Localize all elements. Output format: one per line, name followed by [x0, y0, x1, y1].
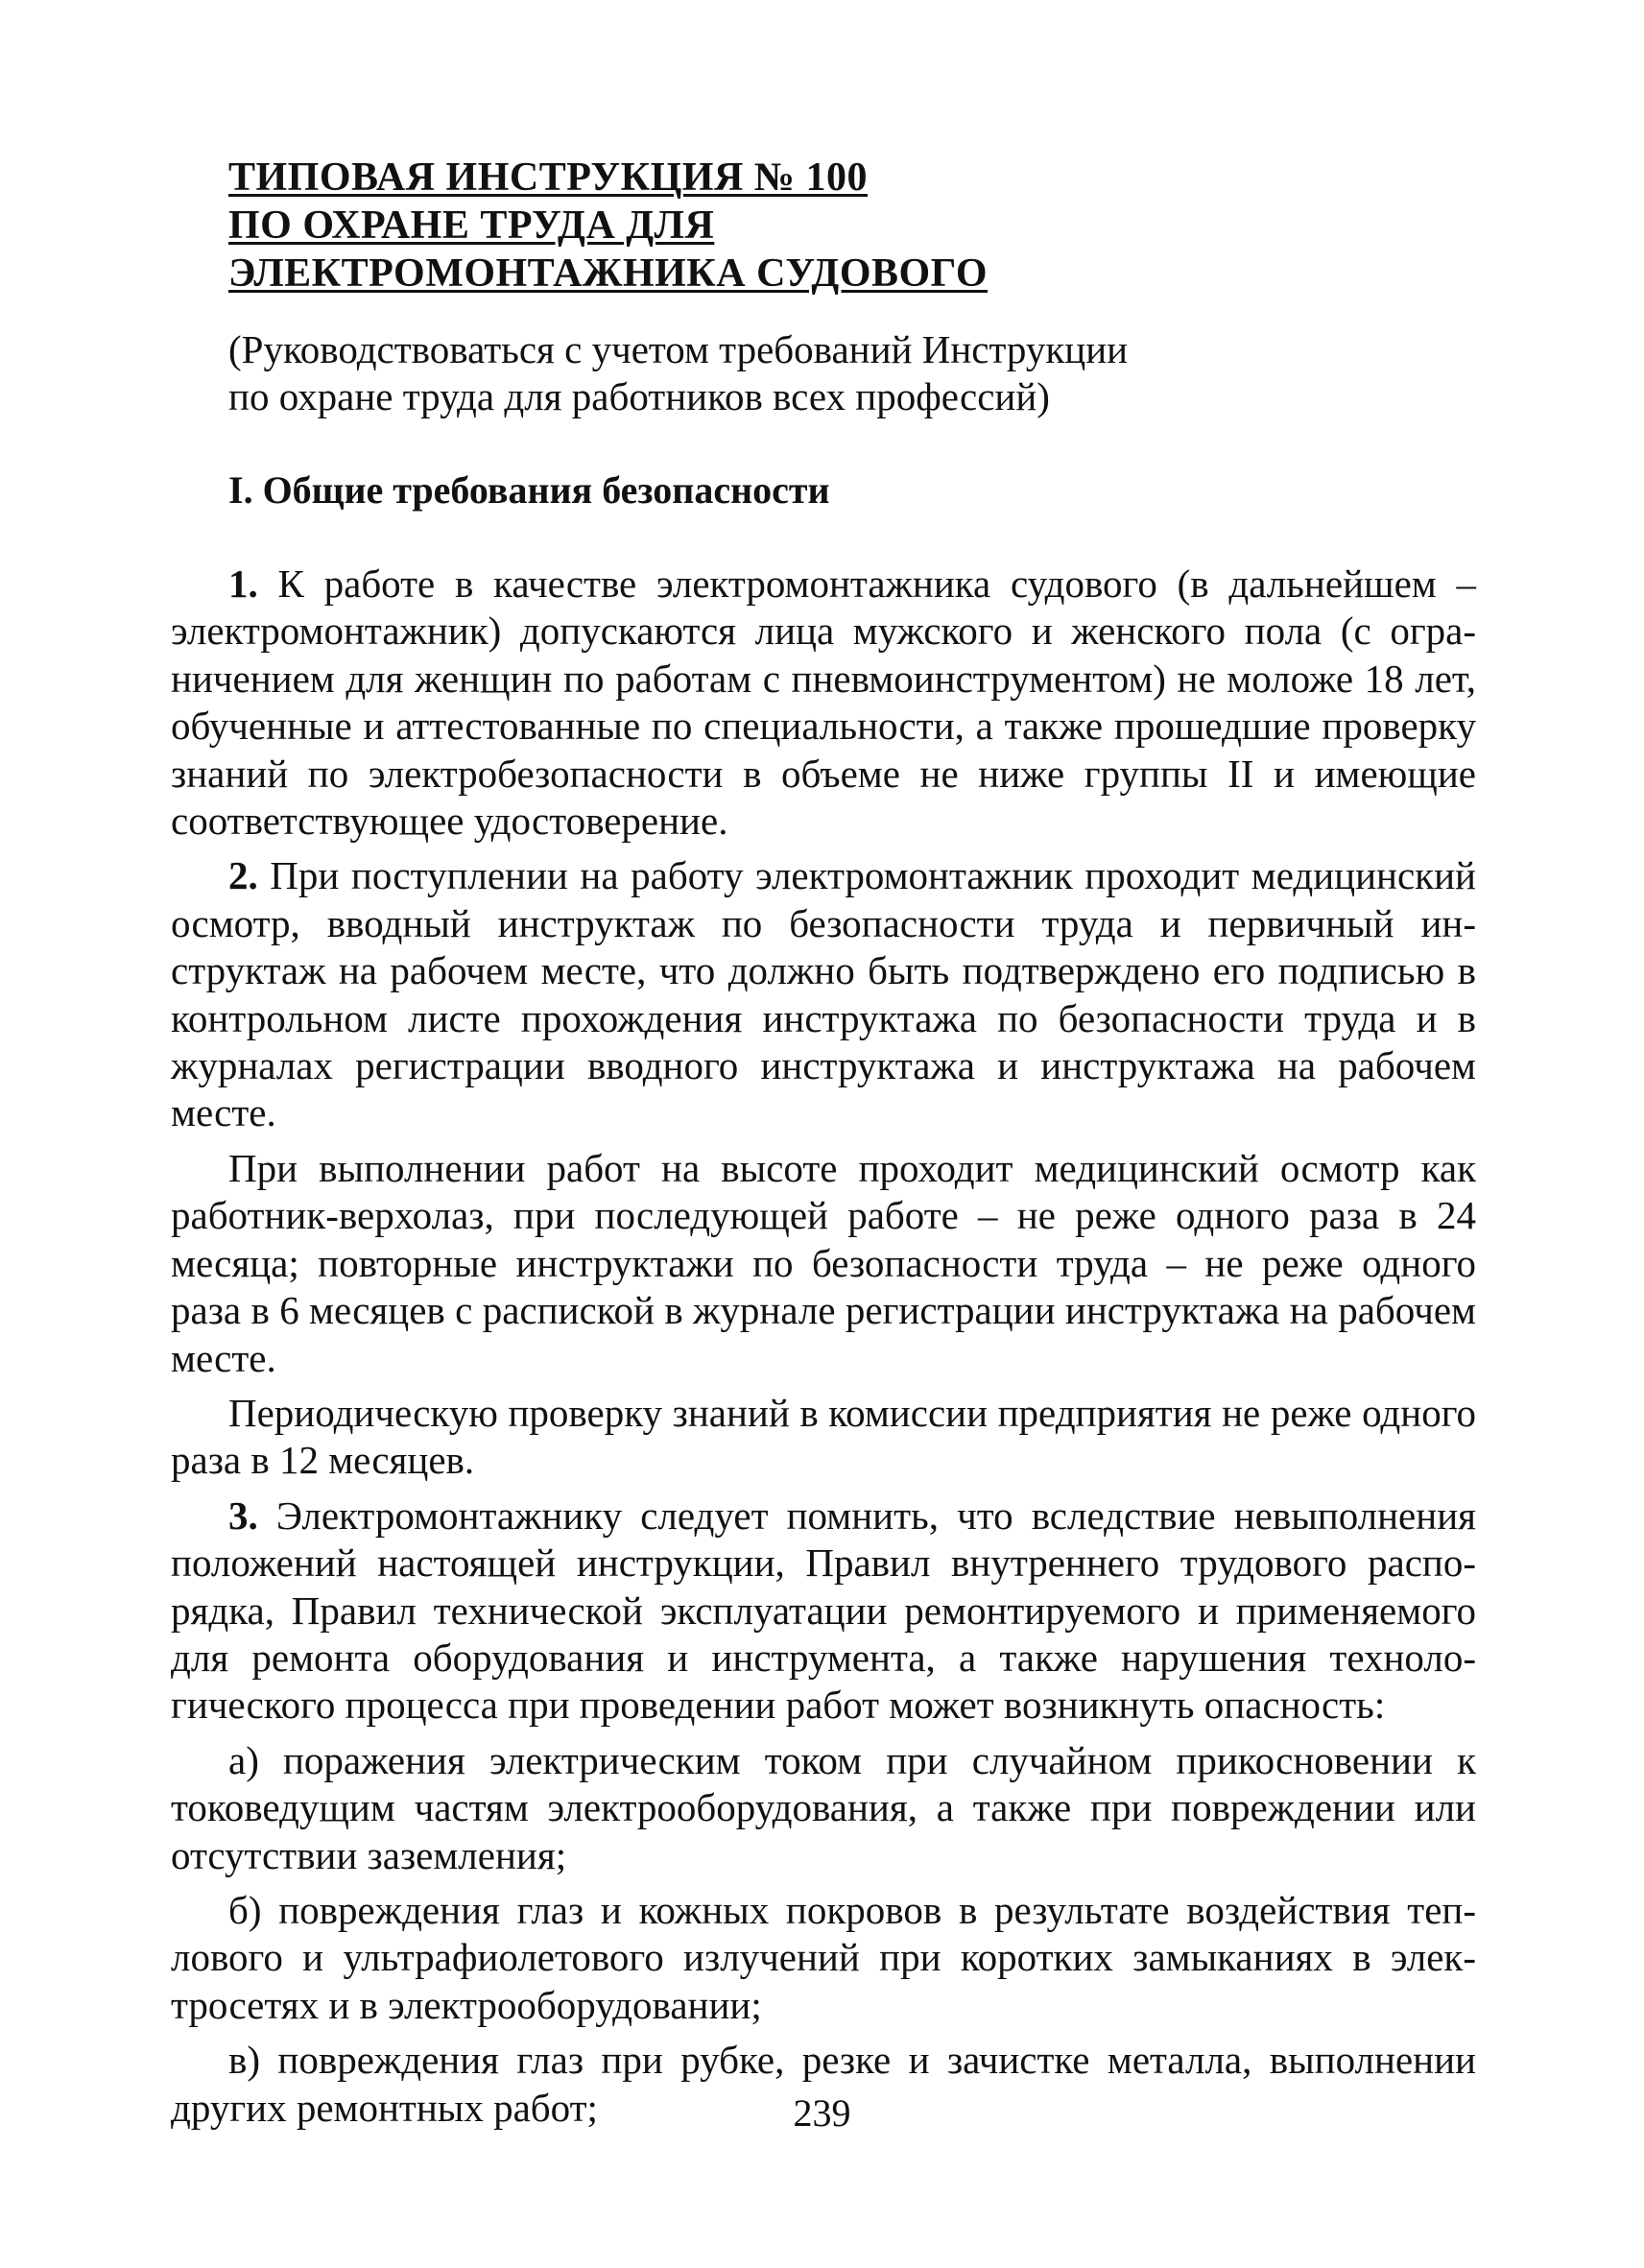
paragraph-2b: Периодическую проверку знаний в комиссии предприятия не реже одного раза в 12 месяцев.: [171, 1390, 1476, 1483]
paragraph-3a: а) поражения электрическим током при случайном прикосновении к токоведущим частям электрооборудования, а также при повреждении или отсутствии заземления;: [171, 1737, 1476, 1877]
paragraph-3c: в) повреждения глаз при рубке, резке и зачистке металла, выполнении других ремонтных работ;: [171, 2038, 1476, 2130]
paragraph-3b: б) повреждения глаз и кожных покровов в результате воздействия теплового и ультрафиолетового излучений при коротких замыканиях в электросетях и в электрооборудовании;: [171, 1887, 1476, 2027]
paragraph-2: [171, 852, 1476, 1136]
page-content: [171, 154, 1476, 2139]
section-heading: I. Общие требования безопасности: [228, 468, 830, 512]
paragraph-3-text: Электромонтажнику следует помнить, что вследствие невыполнения положений настоящей инструкции, Правил внутреннего трудового распорядка, Правил технической эксплуатации ремонтируемого и применяемого для ремонта оборудования и инструмента, а также нарушения технологического процесса при проведении работ может возникнуть опасность:: [171, 1492, 1476, 1728]
document-title: [171, 154, 1476, 298]
title-line-3: ЭЛЕКТРОМОНТАЖНИКА СУДОВОГО: [228, 251, 989, 296]
paragraph-3: [171, 1492, 1476, 1730]
title-line-2: ПО ОХРАНЕ ТРУДА ДЛЯ: [228, 203, 715, 248]
guidance-note-line-2: по охране труда для работников всех профессий): [228, 374, 1050, 418]
guidance-note-line-1: (Руководствоваться с учетом требований Инструкции: [228, 327, 1129, 371]
paragraph-2-text: При поступлении на работу электромонтажник проходит медицинский осмотр, вводный инструктаж по безопасности труда и первичный инструктаж на рабочем месте, что должно быть подтверждено его подписью в контрольном листе прохождения инструктажа по безопасности труда и в журналах регистрации вводного инструктажа и инструктажа на рабочем месте.: [171, 853, 1476, 1135]
title-line-1: ТИПОВАЯ ИНСТРУКЦИЯ № 100: [228, 155, 868, 200]
paragraph-3-number: 3.: [228, 1492, 258, 1538]
paragraph-2a: При выполнении работ на высоте проходит медицинский осмотр как работник-верхолаз, при последующей работе – не реже одного раза в 24 месяца; повторные инструктажи по безопасности труда – не реже одного раза в 6 месяцев с распиской в журнале регистрации инструктажа на рабочем месте.: [171, 1145, 1476, 1380]
page-number: 239: [793, 2091, 851, 2135]
document-body: [171, 561, 1476, 2132]
paragraph-1-number: 1.: [228, 561, 258, 606]
guidance-note: [228, 326, 1476, 420]
paragraph-1-text: К работе в качестве электромонтажника судового (в дальнейшем – электромонтажник) допускаются лица мужского и женского пола (с ограничением для женщин по работам с пневмоинструментом) не моложе 18 лет, обученные и аттестованные по специальности, а также прошедшие проверку знаний по электробезопасности в объеме не ниже группы II и имеющие соответствующее удостоверение.: [171, 561, 1476, 844]
paragraph-2-number: 2.: [228, 853, 258, 898]
paragraph-1: [171, 561, 1476, 845]
